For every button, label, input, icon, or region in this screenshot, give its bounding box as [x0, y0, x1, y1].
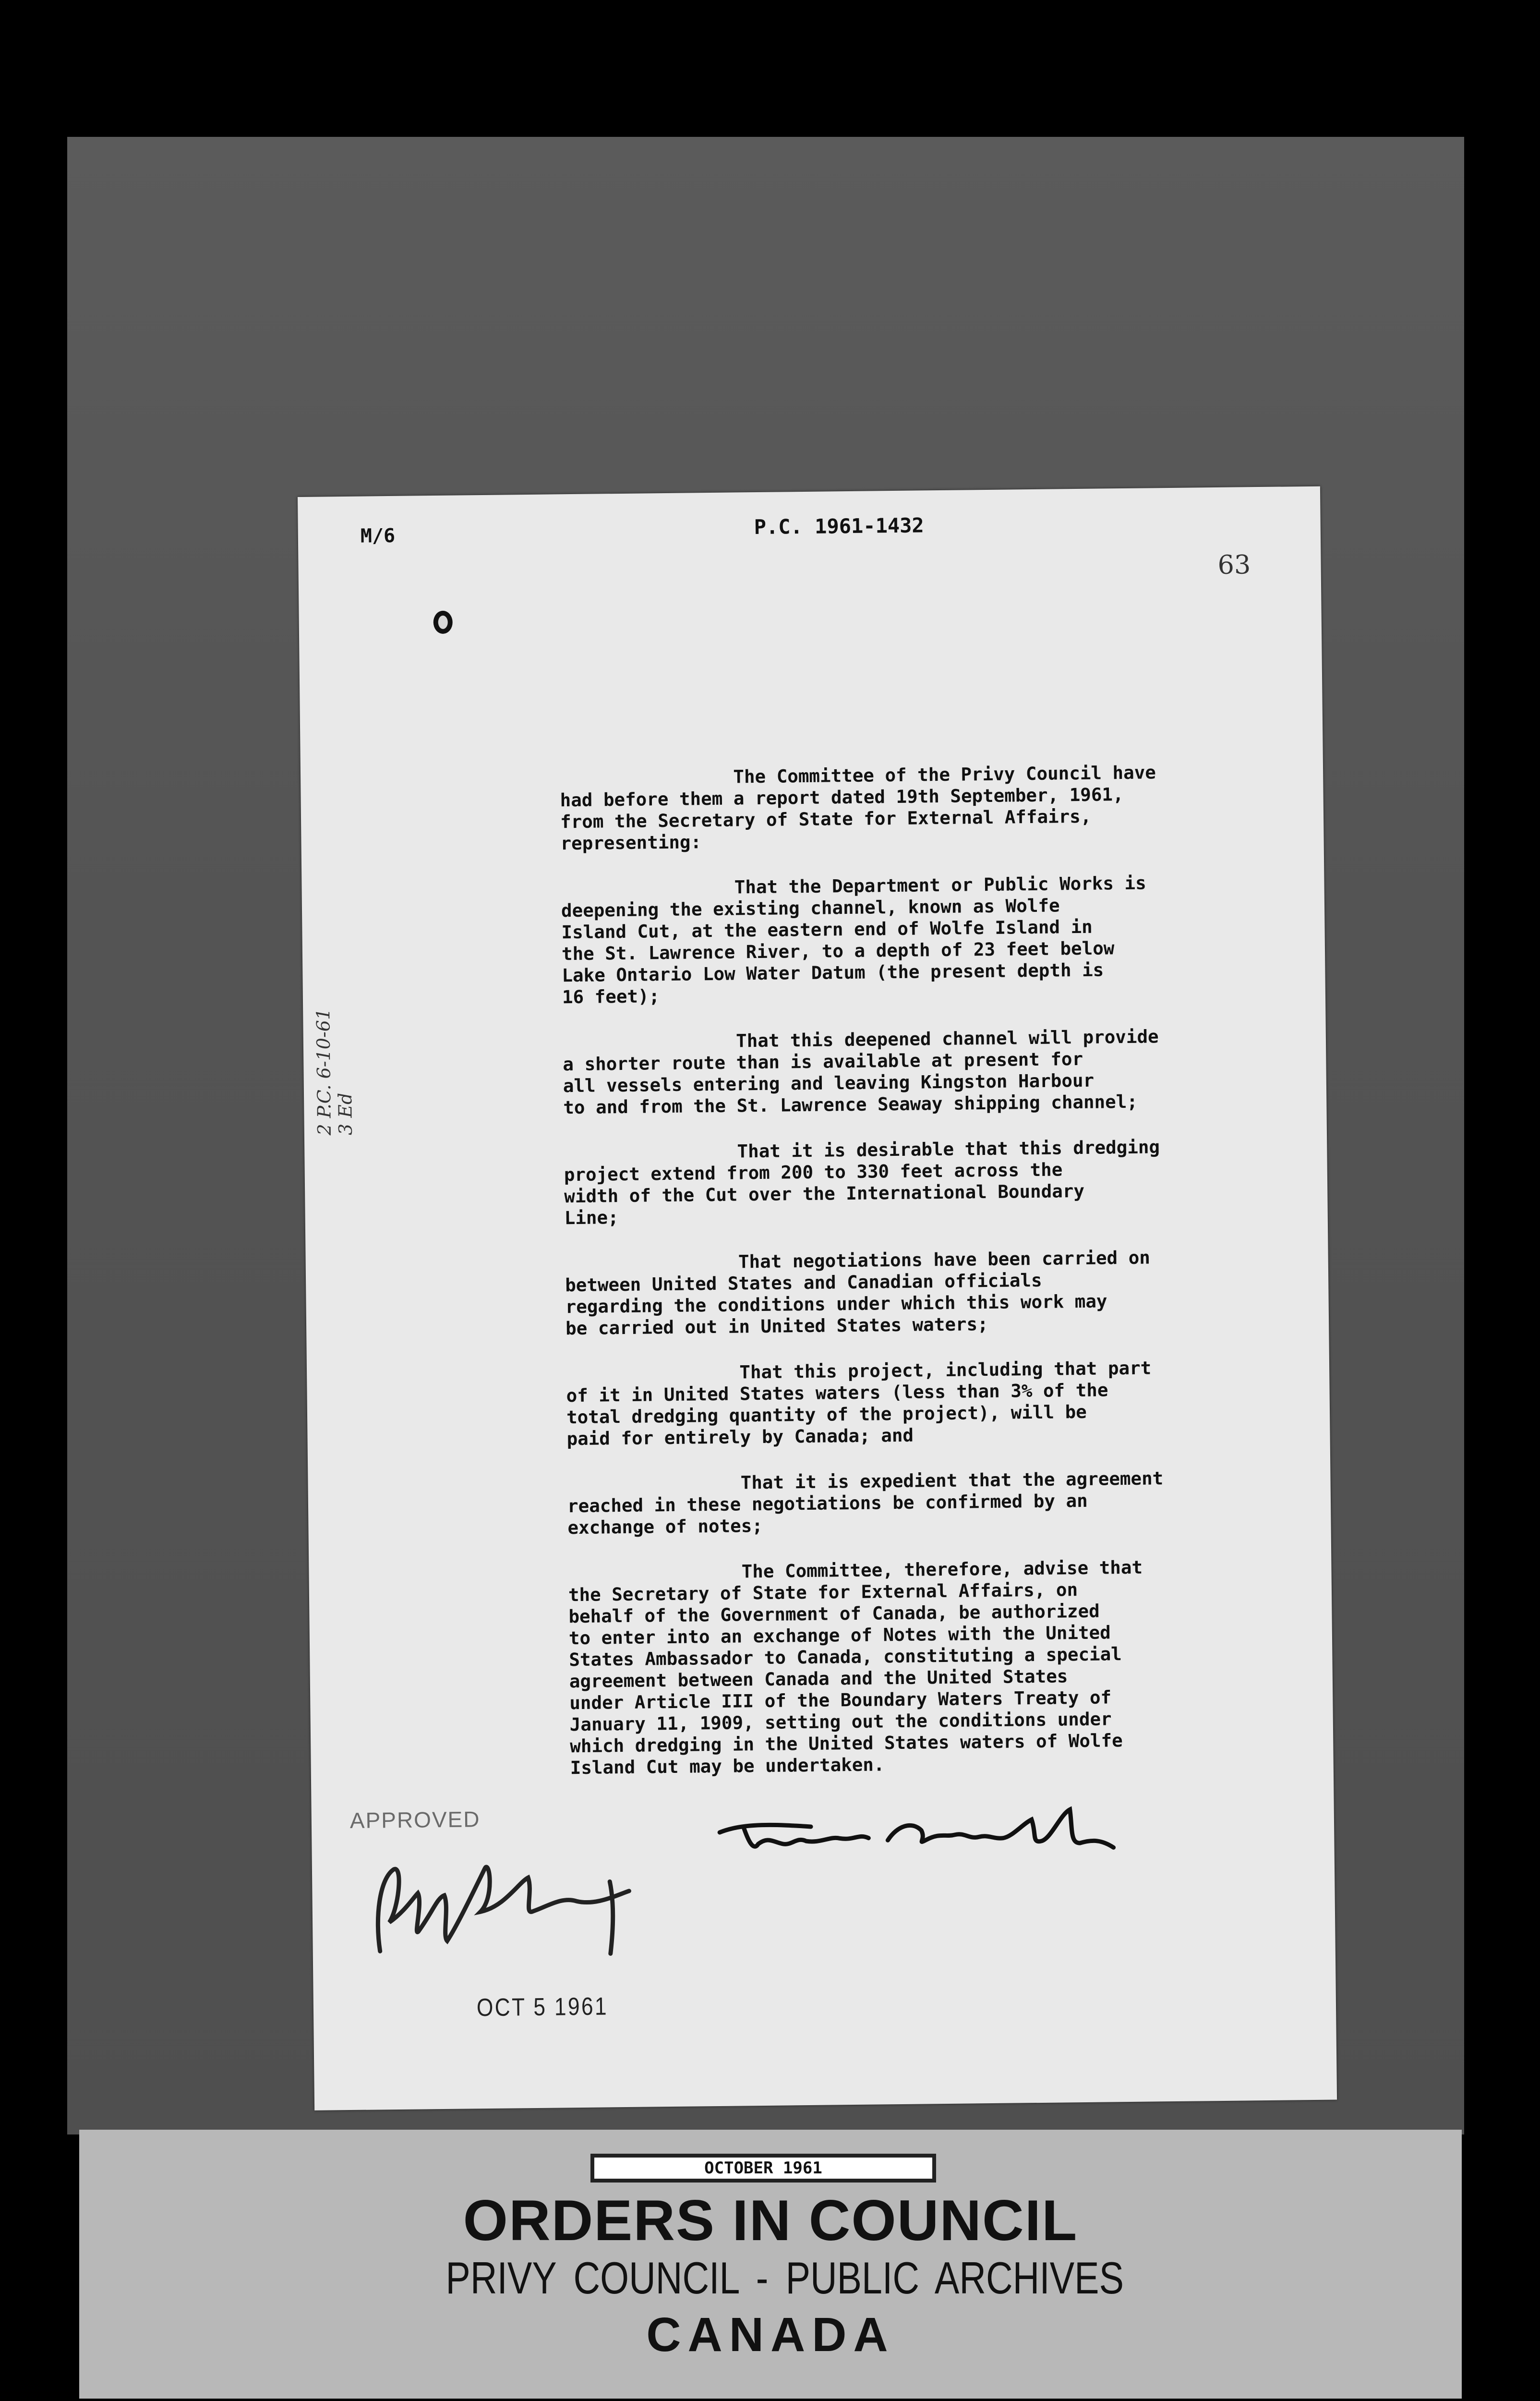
banner-subtitle: PRIVY COUNCIL - PUBLIC ARCHIVES [445, 2253, 1124, 2303]
paragraph: That this deepened channel will provide a shorter route than is available at present for all vessels entering and leaving Kingston Harbour to and from the St. Lawrence Seaway shipping channel; [562, 1026, 1159, 1118]
clerk-signature [714, 1795, 1128, 1876]
order-number: P.C. 1961-1432 [754, 513, 924, 539]
date-label: OCTOBER 1961 [590, 2154, 936, 2183]
approved-stamp: APPROVED [349, 1807, 481, 1833]
paragraph: That it is expedient that the agreement reached in these negotiations be confirmed by an exchange of notes; [567, 1467, 1164, 1539]
folio-number: 63 [1217, 549, 1251, 580]
margin-note-line: 2 P.C. 6-10-61 [313, 1008, 335, 1136]
paragraph: The Committee, therefore, advise that the Secretary of State for External Affairs, on behalf of the Government of Canada, be authorized to enter into an exchange of Notes with the United States Ambassador to Canada, constituting a special agreement between Canada and the United States under Article III of the Boundary Waters Treaty of January 11, 1909, setting out the conditions under which dredging in the United States waters of Wolfe Island Cut may be undertaken. [568, 1556, 1143, 1779]
banner-title: ORDERS IN COUNCIL [463, 2188, 1078, 2253]
paragraph: That the Department or Public Works is deepening the existing channel, known as Wolfe Island Cut, at the eastern end of Wolfe Island in the St. Lawrence River, to a depth of 23 feet below Lake Ontario Low Water Datum (the present depth is 16 feet); [561, 872, 1146, 1008]
margin-note-line: 3 Ed [334, 1092, 356, 1136]
paragraph: That it is desirable that this dredging project extend from 200 to 330 feet across the width of the Cut over the International Boundary Line; [564, 1136, 1160, 1229]
paragraph: That this project, including that part of it in United States waters (less than 3% of the total dredging quantity of the project), will be paid for entirely by Canada; and [565, 1357, 1152, 1450]
punch-hole [433, 611, 453, 634]
banner-country: CANADA [646, 2308, 895, 2362]
file-code: M/6 [360, 524, 396, 547]
approval-date-stamp: OCT 5 1961 [476, 1992, 609, 2022]
paragraph: The Committee of the Privy Council have had before them a report dated 19th September, 1961, from the Secretary of State for External Affairs, representing: [559, 762, 1156, 854]
order-page [298, 486, 1337, 2110]
margin-handwritten-note [313, 1008, 356, 1136]
paragraph: That negotiations have been carried on between United States and Canadian officials regarding the conditions under which this work may be carried out in United States waters; [565, 1247, 1151, 1339]
order-body [560, 761, 1281, 1803]
governor-general-signature [360, 1838, 668, 1966]
